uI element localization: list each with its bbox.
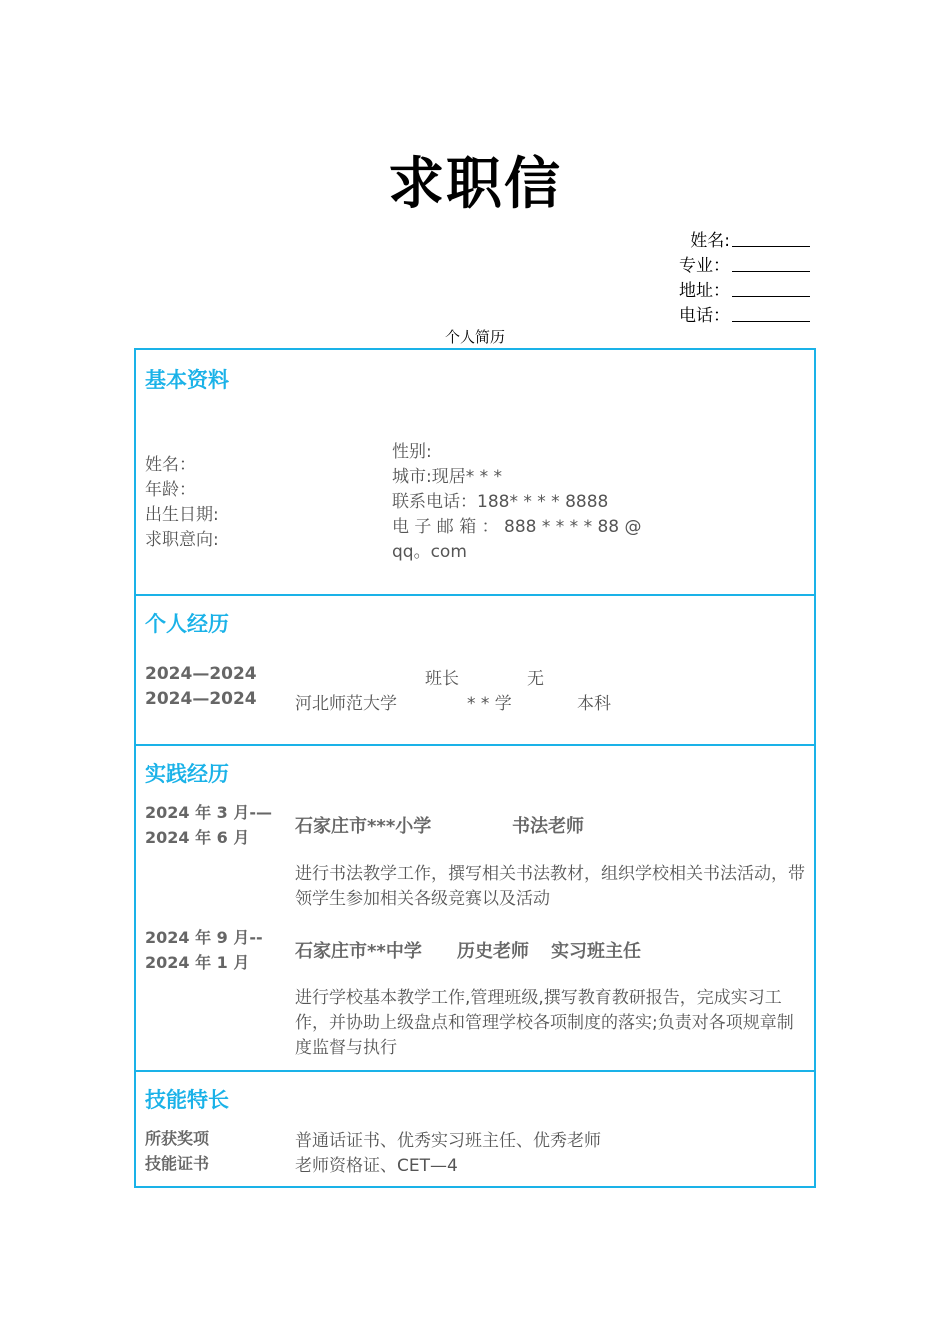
- field-age: 年龄：: [145, 480, 196, 500]
- practice-role-secondary: 实习班主任: [551, 941, 641, 962]
- practice-description: 进行书法教学工作，撰写相关书法教材，组织学校相关书法活动，带领学生参加相关各级竞赛以及活动: [295, 864, 805, 909]
- header-field-label: 专业：: [679, 256, 730, 276]
- skill-label: 所获奖项: [145, 1129, 210, 1148]
- resume-subtitle: 个人简历: [444, 328, 505, 346]
- resume-frame: [134, 348, 816, 1188]
- practice-date-start: 2024 年 3 月-—: [145, 803, 273, 822]
- skill-value: 老师资格证、CET—4: [295, 1156, 458, 1176]
- section-basic-info: [136, 350, 814, 594]
- header-field-label: 电话：: [679, 306, 730, 326]
- field-email: 电 子 邮 箱 ： 888 * * * * 88 @: [392, 517, 642, 537]
- practice-org: 石家庄市**中学: [295, 941, 422, 962]
- section-title: 技能特长: [145, 1088, 229, 1112]
- note: 无: [527, 669, 544, 689]
- practice-description: 进行学校基本教学工作,管理班级,撰写教育教研报告，完成实习工作，并协助上级盘点和管理学校各项制度的落实;负责对各项规章制度监督与执行: [295, 988, 794, 1058]
- field-phone: 联系电话：188* * * * 8888: [392, 492, 609, 512]
- section-title: 基本资料: [145, 368, 229, 392]
- major: * * 学: [467, 694, 512, 714]
- practice-date-start: 2024 年 9 月--: [145, 928, 263, 947]
- practice-role: 书法老师: [512, 816, 584, 837]
- blank-line: [732, 305, 810, 322]
- field-city: 城市:现居* * *: [392, 467, 503, 487]
- practice-role: 历史老师: [457, 941, 529, 962]
- school: 河北师范大学: [295, 694, 397, 714]
- skill-label: 技能证书: [145, 1154, 210, 1173]
- field-name: 姓名：: [145, 455, 196, 475]
- header-field-label: 姓名:: [690, 231, 730, 251]
- section-title: 个人经历: [145, 612, 229, 636]
- document-title: 求职信: [388, 152, 562, 217]
- header-field-name: [640, 226, 810, 251]
- position: 班长: [425, 669, 459, 689]
- practice-org: 石家庄市***小学: [295, 816, 432, 837]
- header-field-label: 地址：: [679, 281, 730, 301]
- header-field-major: [640, 251, 810, 276]
- field-birthdate: 出生日期:: [145, 505, 219, 525]
- field-email-domain: qq。com: [392, 542, 467, 562]
- section-title: 实践经历: [145, 762, 229, 786]
- period: 2024—2024: [145, 664, 257, 684]
- header-field-phone: [640, 301, 810, 326]
- practice-date-end: 2024 年 1 月: [145, 953, 250, 972]
- blank-line: [732, 280, 810, 297]
- skill-value: 普通话证书、优秀实习班主任、优秀老师: [295, 1131, 601, 1151]
- section-personal-experience: [136, 594, 814, 746]
- section-practice-experience: [136, 744, 814, 1072]
- header-fields: [640, 226, 810, 326]
- degree: 本科: [577, 694, 611, 714]
- field-job-intent: 求职意向:: [145, 530, 219, 550]
- blank-line: [732, 230, 810, 247]
- section-skills: [136, 1070, 814, 1188]
- field-gender: 性别:: [392, 442, 432, 462]
- header-field-address: [640, 276, 810, 301]
- practice-date-end: 2024 年 6 月: [145, 828, 250, 847]
- blank-line: [732, 255, 810, 272]
- period: 2024—2024: [145, 689, 257, 709]
